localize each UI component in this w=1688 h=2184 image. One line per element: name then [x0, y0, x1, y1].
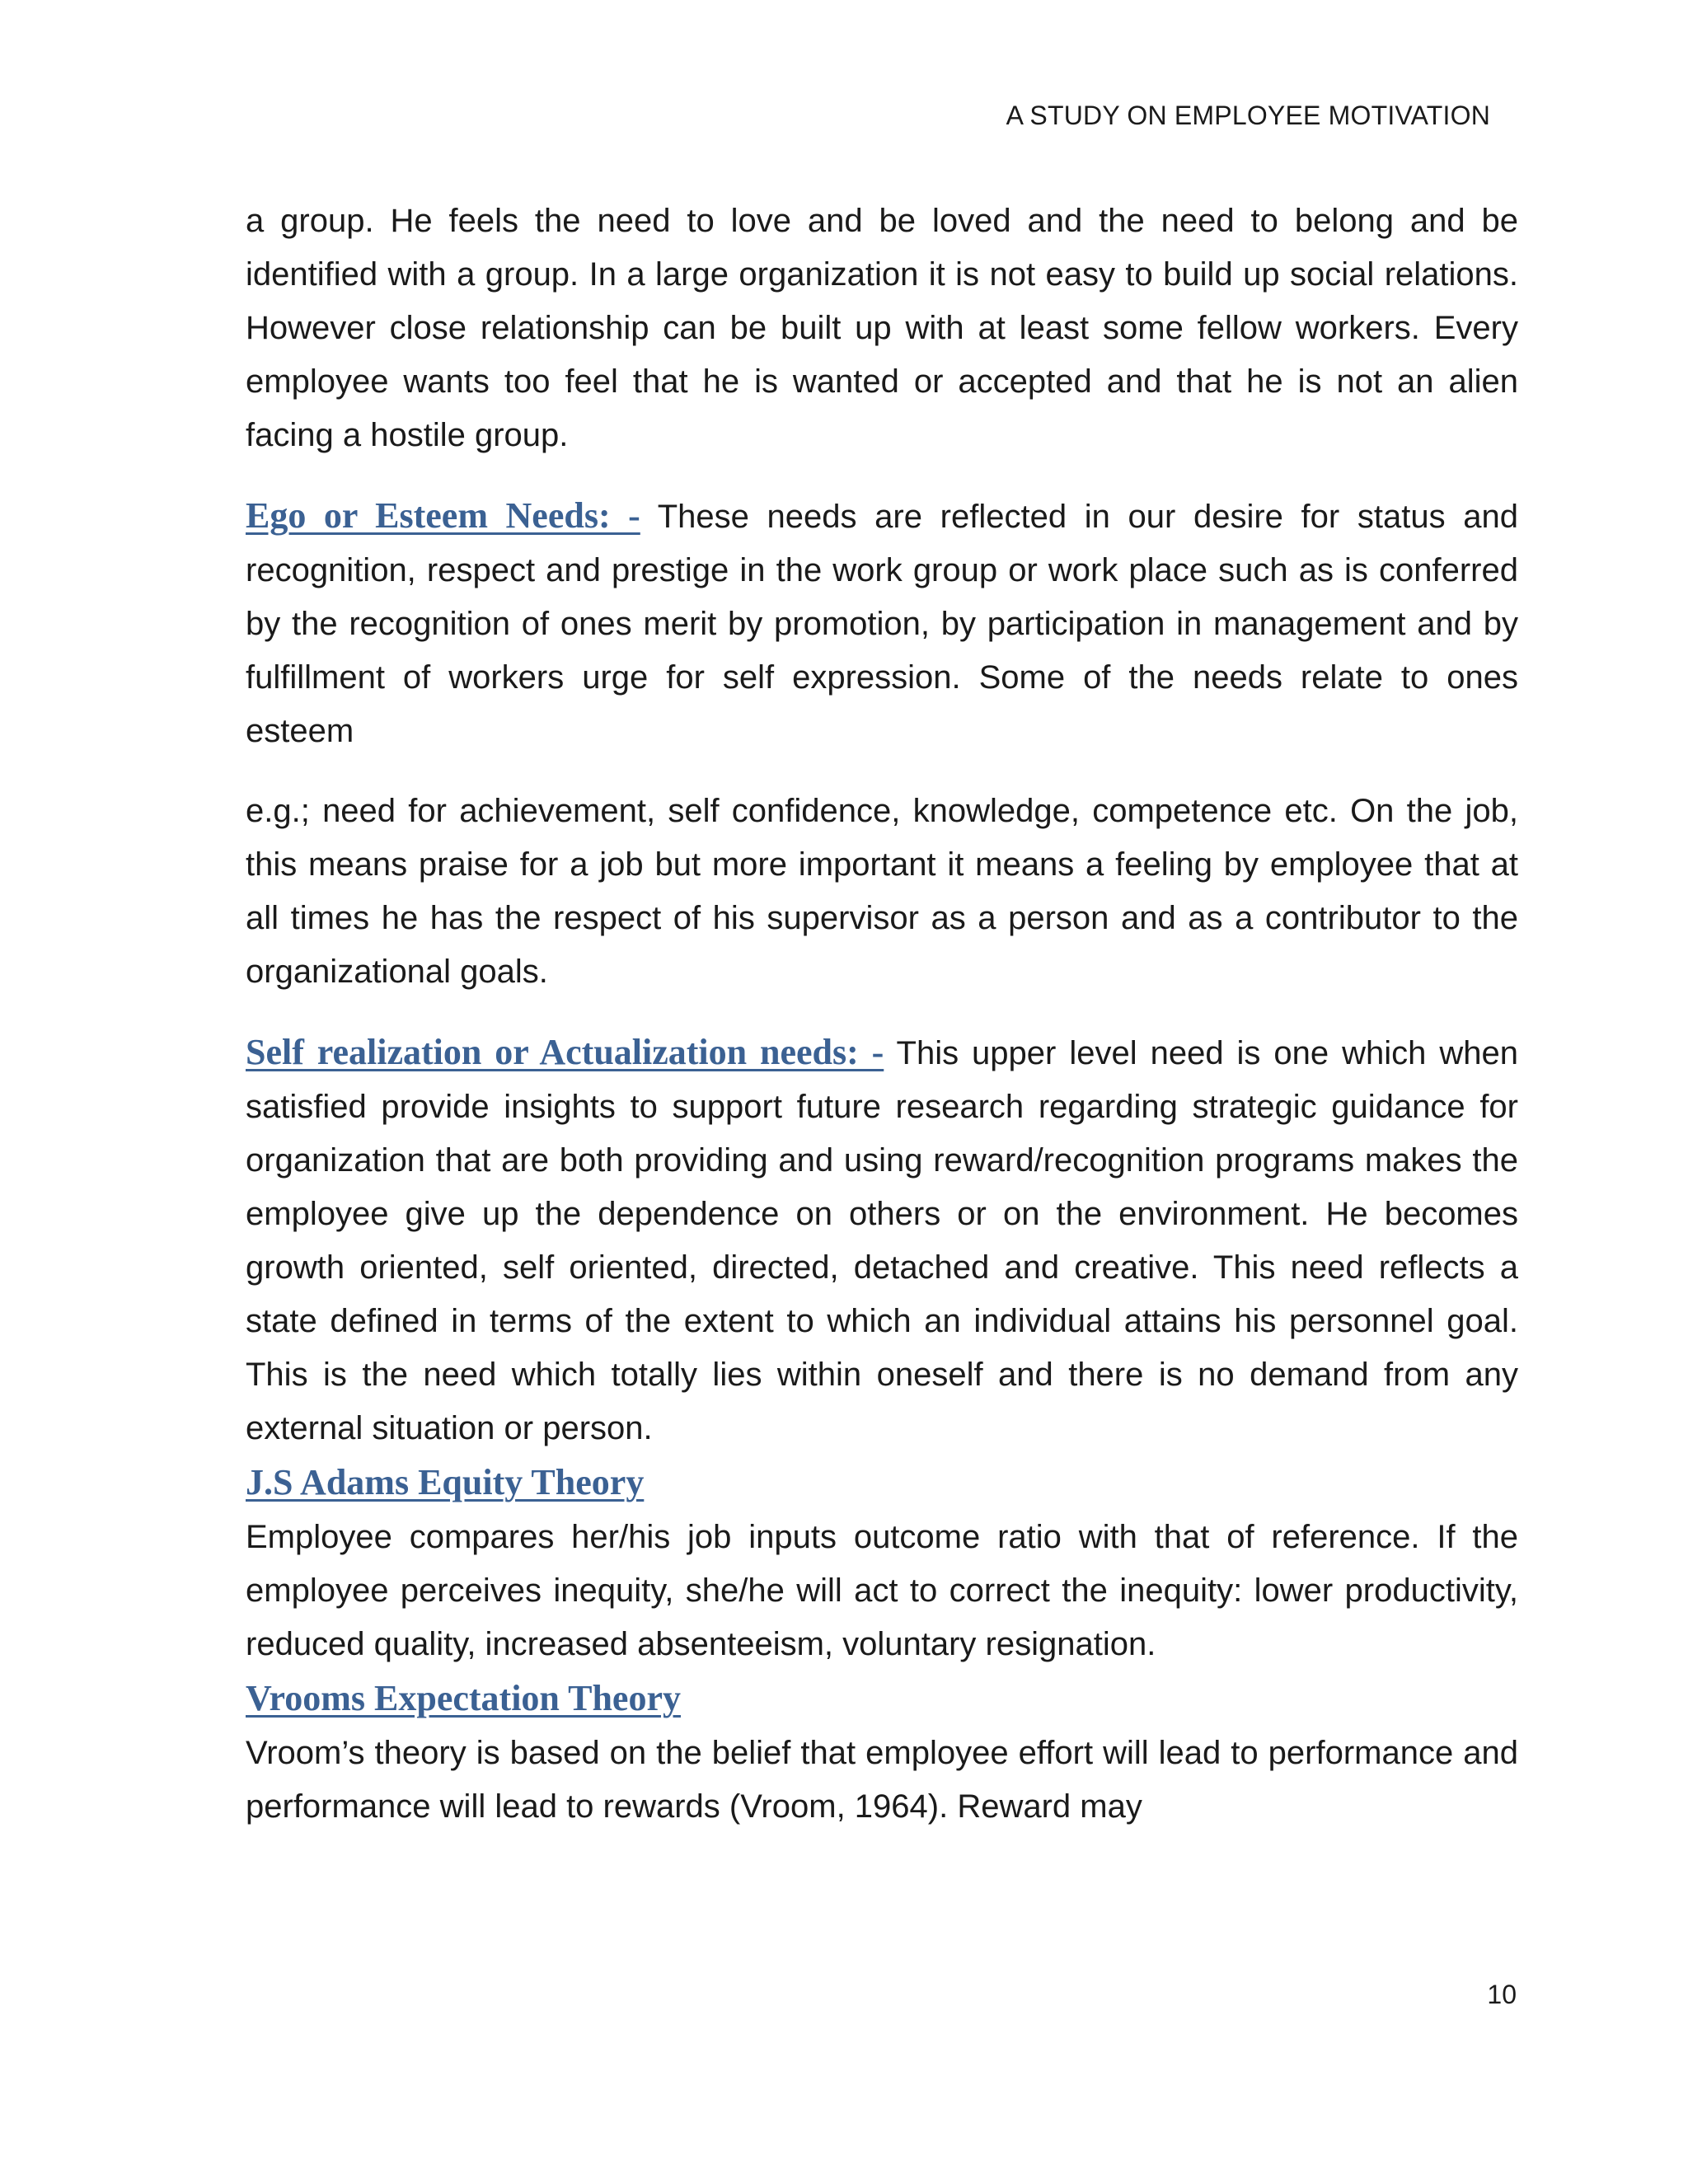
paragraph-esteem-needs — [246, 489, 1518, 758]
esteem-needs-text: These needs are reflected in our desire for status and recognition, respect and prestige in the work group or work place such as is conferred by the recognition of ones merit by promotion, by participation in management and by fulfillment of workers urge for self expression. Some of the needs relate to ones esteem — [246, 499, 1518, 749]
document-body — [246, 194, 1518, 1834]
heading-esteem-needs: Ego or Esteem Needs: - — [246, 495, 640, 536]
paragraph-esteem-example: e.g.; need for achievement, self confidence, knowledge, competence etc. On the job, this means praise for a job but more important it means a feeling by employee that at all times he has the respect of his supervisor as a person and as a contributor to the organizational goals. — [246, 793, 1518, 990]
page-number: 10 — [1487, 1980, 1517, 2009]
section-adams — [246, 1455, 1518, 1511]
paragraph-self-realization — [246, 1025, 1518, 1455]
paragraph-vroom: Vroom’s theory is based on the belief that employee effort will lead to performance and performance will lead to rewards (Vroom, 1964). Reward may — [246, 1735, 1518, 1825]
heading-vroom-expectation-theory: Vrooms Expectation Theory — [246, 1678, 681, 1718]
running-header: A STUDY ON EMPLOYEE MOTIVATION — [1006, 101, 1490, 130]
section-vroom — [246, 1671, 1518, 1727]
paragraph-adams: Employee compares her/his job inputs outcome ratio with that of reference. If the employee perceives inequity, she/he will act to correct the inequity: lower productivity, reduced quality, increased absenteeism, voluntary resignation. — [246, 1519, 1518, 1662]
heading-adams-equity-theory: J.S Adams Equity Theory — [246, 1462, 645, 1502]
self-realization-text: This upper level need is one which when satisfied provide insights to support future research regarding strategic guidance for organization that are both providing and using reward/recognition programs makes the employee give up the dependence on others or on the environment. He becomes growth oriented, self oriented, directed, detached and creative. This need reflects a state defined in terms of the extent to which an individual attains his personnel goal. This is the need which totally lies within oneself and there is no demand from any external situation or person. — [246, 1035, 1518, 1446]
heading-self-realization: Self realization or Actualization needs: - — [246, 1032, 884, 1072]
paragraph-social-needs: a group. He feels the need to love and be loved and the need to belong and be identified with a group. In a large organization it is not easy to build up social relations. However close relationship can be built up with at least some fellow workers. Every employee wants too feel that he is wanted or accepted and that he is not an alien facing a hostile group. — [246, 203, 1518, 453]
